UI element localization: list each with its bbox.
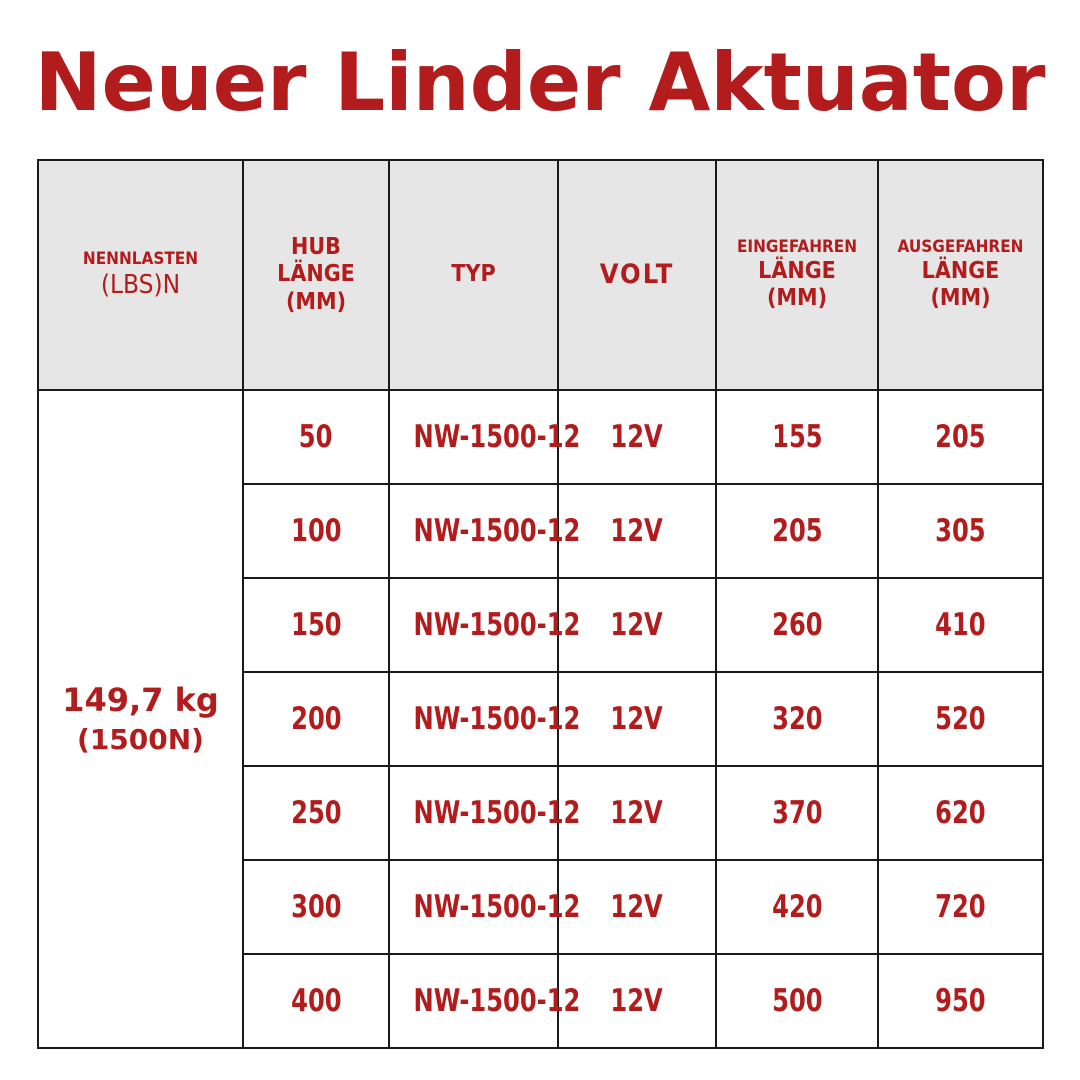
table-row	[38, 390, 1043, 484]
header-stroke	[243, 160, 389, 390]
cell-volt: 12V	[558, 390, 716, 484]
header-extended-line-1: AUSGEFAHREN	[897, 237, 1024, 258]
table-header-row	[38, 160, 1043, 390]
header-retracted-line-3: (MM)	[766, 285, 828, 312]
cell-volt: 12V	[558, 672, 716, 766]
cell-retracted: 320	[716, 672, 878, 766]
load-value: 149,7 kg	[62, 681, 219, 719]
cell-extended: 620	[878, 766, 1043, 860]
header-type	[389, 160, 558, 390]
header-extended	[878, 160, 1043, 390]
cell-type: NW-1500-12	[389, 672, 558, 766]
spec-table	[37, 159, 1044, 1049]
header-stroke-line-2: LÄNGE	[277, 261, 355, 288]
cell-volt: 12V	[558, 578, 716, 672]
page-title: Neuer Linder Aktuator	[34, 36, 1046, 129]
cell-retracted: 370	[716, 766, 878, 860]
header-stroke-line-1: HUB	[291, 233, 341, 260]
header-retracted	[716, 160, 878, 390]
cell-retracted: 260	[716, 578, 878, 672]
cell-type: NW-1500-12	[389, 766, 558, 860]
cell-retracted: 420	[716, 860, 878, 954]
header-volt	[558, 160, 716, 390]
header-retracted-line-1: EINGEFAHREN	[736, 237, 858, 258]
cell-stroke: 200	[243, 672, 389, 766]
cell-stroke: 400	[243, 954, 389, 1048]
cell-extended: 205	[878, 390, 1043, 484]
cell-type: NW-1500-12	[389, 578, 558, 672]
header-type-line-1: TYP	[451, 261, 496, 288]
cell-stroke: 50	[243, 390, 389, 484]
cell-stroke: 300	[243, 860, 389, 954]
cell-extended: 305	[878, 484, 1043, 578]
cell-volt: 12V	[558, 484, 716, 578]
header-extended-line-3: (MM)	[930, 285, 991, 312]
cell-retracted: 155	[716, 390, 878, 484]
cell-volt: 12V	[558, 954, 716, 1048]
header-extended-line-2: LÄNGE	[921, 257, 1000, 284]
load-value-sub: (1500N)	[77, 722, 204, 756]
cell-extended: 720	[878, 860, 1043, 954]
header-load	[38, 160, 243, 390]
cell-type: NW-1500-12	[389, 484, 558, 578]
header-retracted-line-2: LÄNGE	[758, 257, 836, 284]
header-stroke-line-3: (MM)	[285, 288, 347, 315]
header-volt-line-1: VOLT	[599, 258, 675, 290]
cell-stroke: 100	[243, 484, 389, 578]
cell-stroke: 150	[243, 578, 389, 672]
cell-extended: 950	[878, 954, 1043, 1048]
cell-type: NW-1500-12	[389, 860, 558, 954]
cell-extended: 410	[878, 578, 1043, 672]
header-load-line-1: NENNLASTEN	[82, 249, 199, 270]
load-cell	[38, 390, 243, 1048]
cell-type: NW-1500-12	[389, 954, 558, 1048]
cell-retracted: 500	[716, 954, 878, 1048]
cell-stroke: 250	[243, 766, 389, 860]
cell-extended: 520	[878, 672, 1043, 766]
cell-type: NW-1500-12	[389, 390, 558, 484]
cell-retracted: 205	[716, 484, 878, 578]
header-load-line-2: (LBS)N	[100, 269, 181, 300]
cell-volt: 12V	[558, 766, 716, 860]
cell-volt: 12V	[558, 860, 716, 954]
